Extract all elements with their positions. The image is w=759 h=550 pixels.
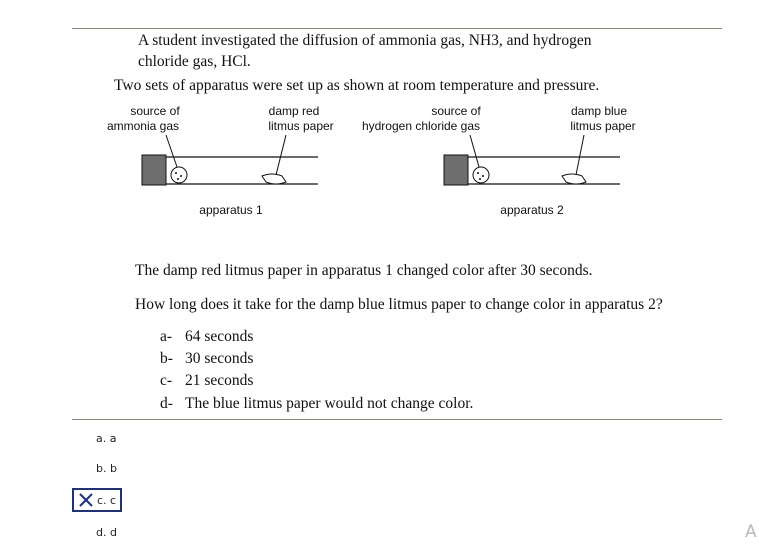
app1-caption: apparatus 1 (199, 203, 263, 217)
x-mark-icon (78, 492, 94, 508)
app1-paper-label-1: damp red (268, 104, 320, 118)
option-a (160, 328, 253, 346)
app2-stopper (444, 155, 468, 185)
app1-cotton-wool (171, 167, 187, 183)
result-statement: The damp red litmus paper in apparatus 1 changed color after 30 seconds. (135, 262, 593, 279)
top-divider (72, 28, 722, 29)
app1-source-label-1: source of (130, 104, 180, 118)
question-line-2: chloride gas, HCl. (138, 53, 251, 70)
answer-choice-d[interactable]: d. d (96, 526, 117, 539)
option-c (160, 372, 253, 390)
answer-choice-c-label: c. c (97, 493, 117, 507)
app2-paper-label-2: litmus paper (570, 119, 636, 133)
answer-choice-c-selected[interactable] (72, 488, 122, 512)
app1-litmus-paper (262, 174, 286, 184)
app1-stopper (142, 155, 166, 185)
option-text: 64 seconds (185, 328, 254, 345)
app1-source-label-2: ammonia gas (106, 119, 180, 133)
option-letter: b- (160, 350, 173, 367)
apparatus-diagram (100, 100, 660, 225)
option-letter: a- (160, 328, 173, 345)
app2-source-label-1: source of (431, 104, 481, 118)
option-text: 21 seconds (185, 372, 254, 389)
question-line-1: A student investigated the diffusion of ammonia gas, NH3, and hydrogen (138, 32, 592, 49)
bottom-divider (72, 419, 722, 420)
app1-paper-label-2: litmus paper (268, 119, 334, 133)
option-d (160, 395, 473, 413)
app2-caption: apparatus 2 (500, 203, 564, 217)
corner-glyph: A (745, 522, 757, 542)
option-letter: d- (160, 395, 173, 412)
question-line-3: Two sets of apparatus were set up as shown at room temperature and pressure. (114, 77, 600, 94)
app2-paper-label-1: damp blue (570, 104, 628, 118)
answer-choice-a[interactable]: a. a (96, 432, 117, 445)
option-text: 30 seconds (185, 350, 254, 367)
answer-choice-b[interactable]: b. b (96, 462, 117, 475)
app2-cotton-wool (473, 167, 489, 183)
question-prompt: How long does it take for the damp blue litmus paper to change color in apparatus 2? (135, 296, 663, 313)
option-text: The blue litmus paper would not change color. (185, 395, 474, 412)
option-b (160, 350, 253, 368)
apparatus-2-drawing (444, 135, 620, 185)
option-letter: c- (160, 372, 173, 389)
apparatus-1-drawing (142, 135, 318, 185)
app2-source-label-2: hydrogen chloride gas (361, 119, 481, 133)
app2-litmus-paper (562, 174, 586, 184)
